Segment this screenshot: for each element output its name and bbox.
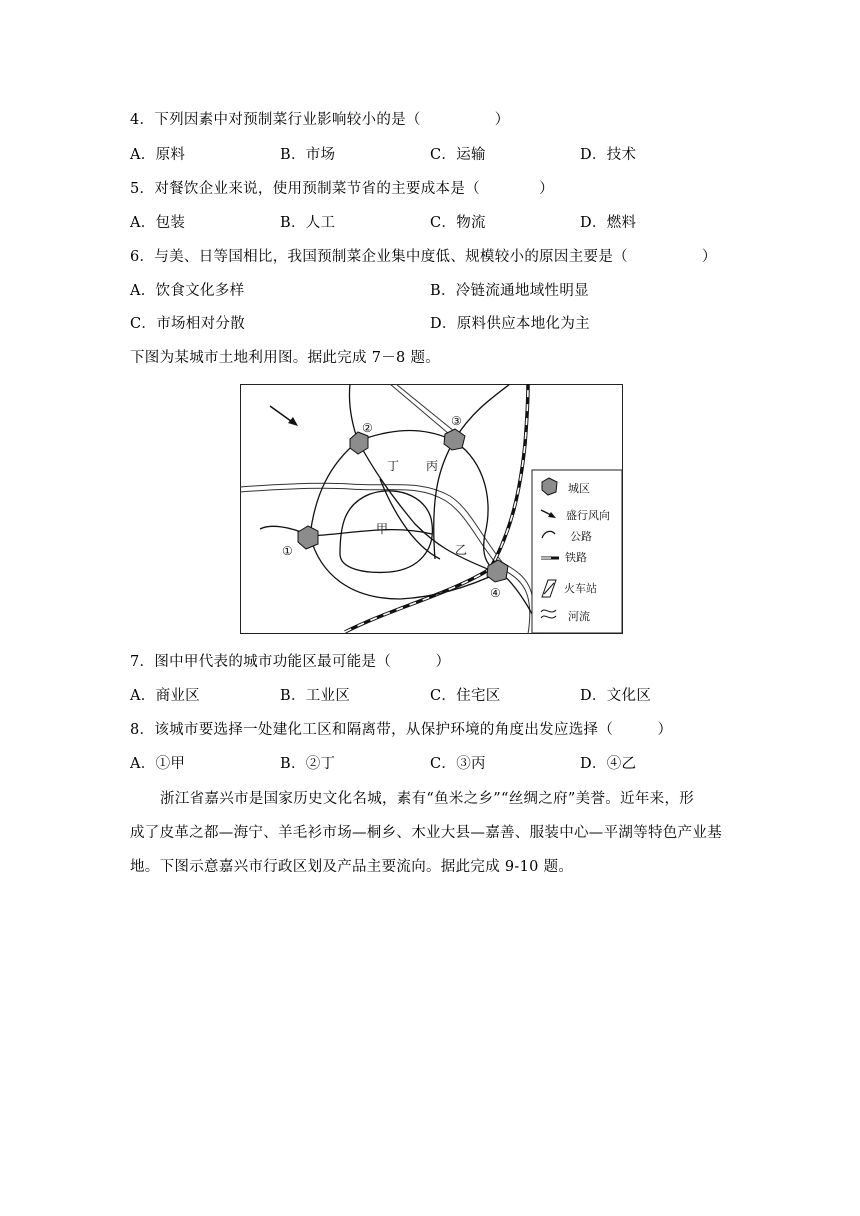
q7-option-a: A．商业区	[130, 688, 200, 704]
q8-option-c: C．③丙	[430, 756, 486, 772]
q6-option-d: D．原料供应本地化为主	[430, 316, 590, 332]
legend-highway: 公路	[570, 530, 592, 543]
q5-option-d: D．燃料	[580, 215, 637, 231]
label-bing: 丙	[426, 459, 439, 473]
q4-option-c: C．运输	[430, 147, 486, 163]
city-land-use-map	[240, 384, 623, 634]
question-5-stem: 5．对餐饮企业来说，使用预制菜节省的主要成本是（ ）	[130, 181, 554, 197]
q4-option-a: A．原料	[130, 147, 186, 163]
label-c1: ①	[282, 544, 293, 558]
legend-wind: 盛行风向	[566, 509, 610, 522]
label-c3: ③	[451, 414, 462, 428]
q6-option-b: B．冷链流通地域性明显	[430, 283, 589, 299]
question-4-stem: 4．下列因素中对预制菜行业影响较小的是（ ）	[130, 112, 510, 128]
question-7-stem: 7．图中甲代表的城市功能区最可能是（ ）	[130, 654, 451, 670]
q7-option-d: D．文化区	[580, 688, 652, 704]
q8-option-a: A．①甲	[130, 756, 186, 772]
label-jia: 甲	[376, 522, 389, 536]
q6-option-a: A．饮食文化多样	[130, 283, 245, 299]
legend-river: 河流	[568, 610, 590, 623]
label-c4: ④	[490, 586, 501, 600]
q5-option-c: C．物流	[430, 215, 486, 231]
q6-option-c: C．市场相对分散	[130, 316, 245, 332]
legend-city: 城区	[568, 482, 590, 495]
intro-7-8: 下图为某城市土地利用图。据此完成 7－8 题。	[130, 350, 441, 366]
q8-option-d: D．④乙	[580, 756, 637, 772]
q7-option-c: C．住宅区	[430, 688, 501, 704]
q7-option-b: B．工业区	[280, 688, 351, 704]
q4-option-b: B．市场	[280, 147, 336, 163]
q5-option-b: B．人工	[280, 215, 336, 231]
passage-line-1: 浙江省嘉兴市是国家历史文化名城，素有“鱼米之乡”“丝绸之府”美誉。近年来，形	[160, 791, 695, 807]
label-ding: 丁	[387, 459, 400, 473]
legend-station: 火车站	[564, 582, 597, 595]
question-8-stem: 8．该城市要选择一处建化工区和隔离带，从保护环境的角度出发应选择（ ）	[130, 722, 673, 738]
q8-option-b: B．②丁	[280, 756, 336, 772]
q4-option-d: D．技术	[580, 147, 637, 163]
legend-railway: 铁路	[565, 551, 587, 564]
city-legend-icon	[542, 478, 557, 495]
label-yi: 乙	[455, 543, 468, 557]
passage-line-3: 地。下图示意嘉兴市行政区划及产品主要流向。据此完成 9-10 题。	[130, 859, 574, 875]
q5-option-a: A．包装	[130, 215, 186, 231]
question-6-stem: 6．与美、日等国相比，我国预制菜企业集中度低、规模较小的原因主要是（ ）	[130, 249, 717, 265]
label-c2: ②	[362, 421, 373, 435]
map-legend	[532, 470, 622, 633]
passage-line-2: 成了皮革之都—海宁、羊毛衫市场—桐乡、木业大县—嘉善、服装中心—平湖等特色产业基	[130, 825, 722, 841]
